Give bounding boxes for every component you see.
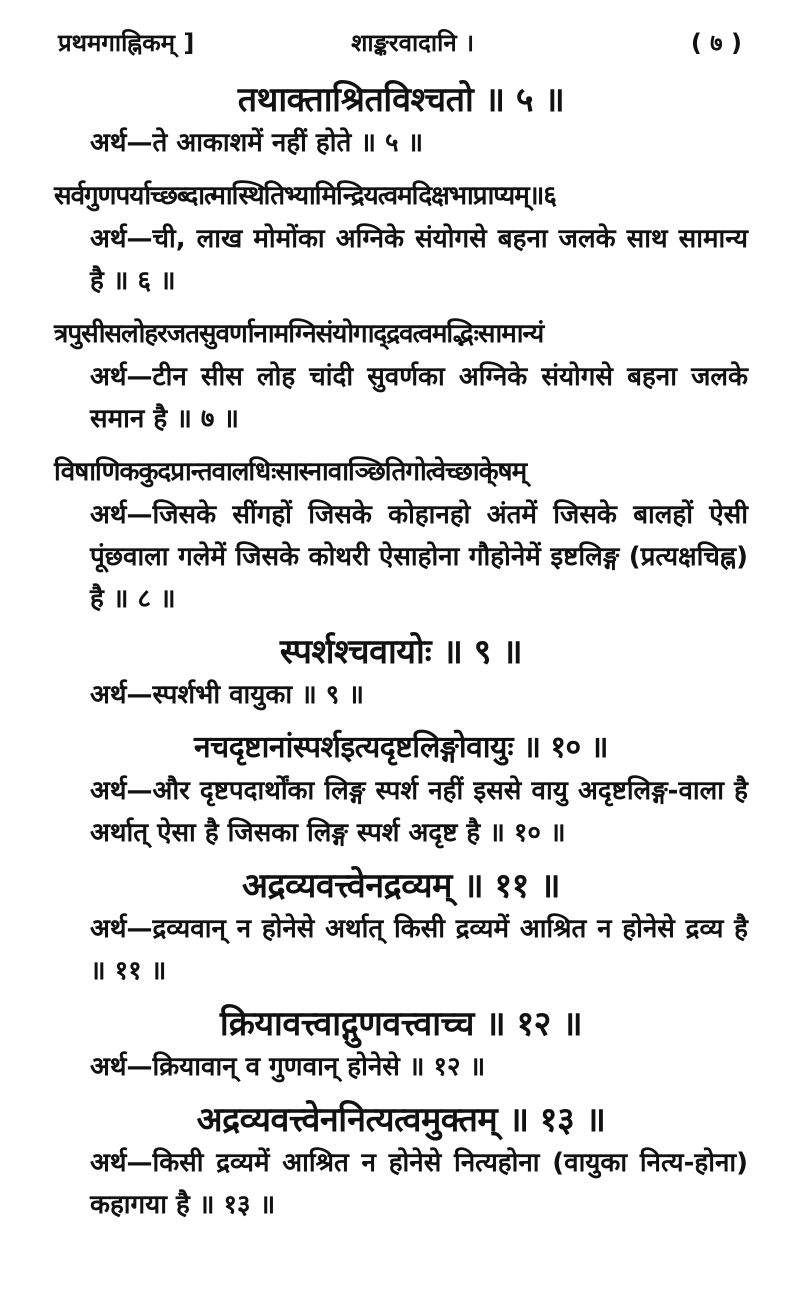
meaning-paragraph: अर्थ—टीन सीस लोह चांदी सुवर्णका अग्निके संयोगसे बहना जलके समान है ॥ ७ ॥ [90,362,748,434]
verse-block [54,630,748,716]
sutra-line: अद्रव्यवत्त्वेनद्रव्यम् ॥ ११ ॥ [241,866,561,906]
verse-block [54,1098,748,1226]
sutra-line: तथाक्ताश्रितविश्चतो ॥ ५ ॥ [237,80,565,120]
meaning-paragraph: अर्थ—क्रियावान् व गुणवान् होनेसे ॥ १२ ॥ [90,1052,486,1082]
meaning-paragraph: अर्थ—स्पर्शभी वायुका ॥ ९ ॥ [90,680,364,710]
verse-block [54,864,748,992]
sutra-line: अद्रव्यवत्त्वेननित्यत्वमुक्तम् ॥ १३ ॥ [196,1100,606,1140]
verse-block [54,78,748,164]
meaning-paragraph: अर्थ—जिसके सींगहों जिसके कोहानहो अंतमें जिसके बालहों ऐसी पूंछवाला गलेमें जिसके कोथरी ऐसाहोना गौहोनेमें इष्टलिङ्ग (प्रत्यक्षचिह्न) है ॥ ८ ॥ [90,500,748,614]
header-center: शाङ्करवादानि । [351,29,475,57]
sutra-line: त्रपुसीसलोहरजतसुवर्णानामग्निसंयोगाद्द्रवत्वमद्भिःसामान्यं [54,319,544,349]
sutra-line: स्पर्शश्चवायोः ॥ ९ ॥ [279,632,523,672]
sutra-line: क्रियावत्त्वाद्गुणवत्त्वाच्च ॥ १२ ॥ [219,1004,583,1044]
verse-block [54,174,748,302]
sutra-line: विषाणिककुदप्रान्तवालधिःसास्नावाञ्छितिगोत्वेच्छाके्षम् [54,457,527,487]
header-left: प्रथमगाह्निकम् ] [58,29,195,57]
meaning-paragraph: अर्थ—द्रव्यवान् न होनेसे अर्थात् किसी द्रव्यमें आश्रित न होनेसे द्रव्य है ॥ ११ ॥ [90,914,748,986]
verse-block [54,1002,748,1088]
header-right: ( ७ ) [690,29,742,57]
verse-block [54,312,748,440]
sutra-line: नचदृष्टानांस्पर्शइत्यदृष्टलिङ्गोवायुः ॥ १० ॥ [194,730,608,765]
sutra-line: सर्वगुणपर्याच्छब्दात्मास्थितिभ्यामिन्द्रियत्वमदिक्षभाप्राप्यम्॥६ [54,181,556,211]
verse-block [54,726,748,854]
verse-block [54,450,748,620]
running-header [54,26,748,78]
meaning-paragraph: अर्थ—ची, लाख मोमोंका अग्निके संयोगसे बहना जलके साथ सामान्य है ॥ ६ ॥ [90,224,748,296]
meaning-paragraph: अर्थ—किसी द्रव्यमें आश्रित न होनेसे नित्यहोना (वायुका नित्य-होना) कहागया है ॥ १३ ॥ [90,1148,748,1220]
meaning-paragraph: अर्थ—ते आकाशमें नहीं होते ॥ ५ ॥ [90,128,424,158]
meaning-paragraph: अर्थ—और दृष्टपदार्थोंका लिङ्ग स्पर्श नहीं इससे वायु अदृष्टलिङ्ग-वाला है अर्थात् ऐसा है जिसका लिङ्ग स्पर्श अदृष्ट है ॥ १० ॥ [90,776,748,848]
